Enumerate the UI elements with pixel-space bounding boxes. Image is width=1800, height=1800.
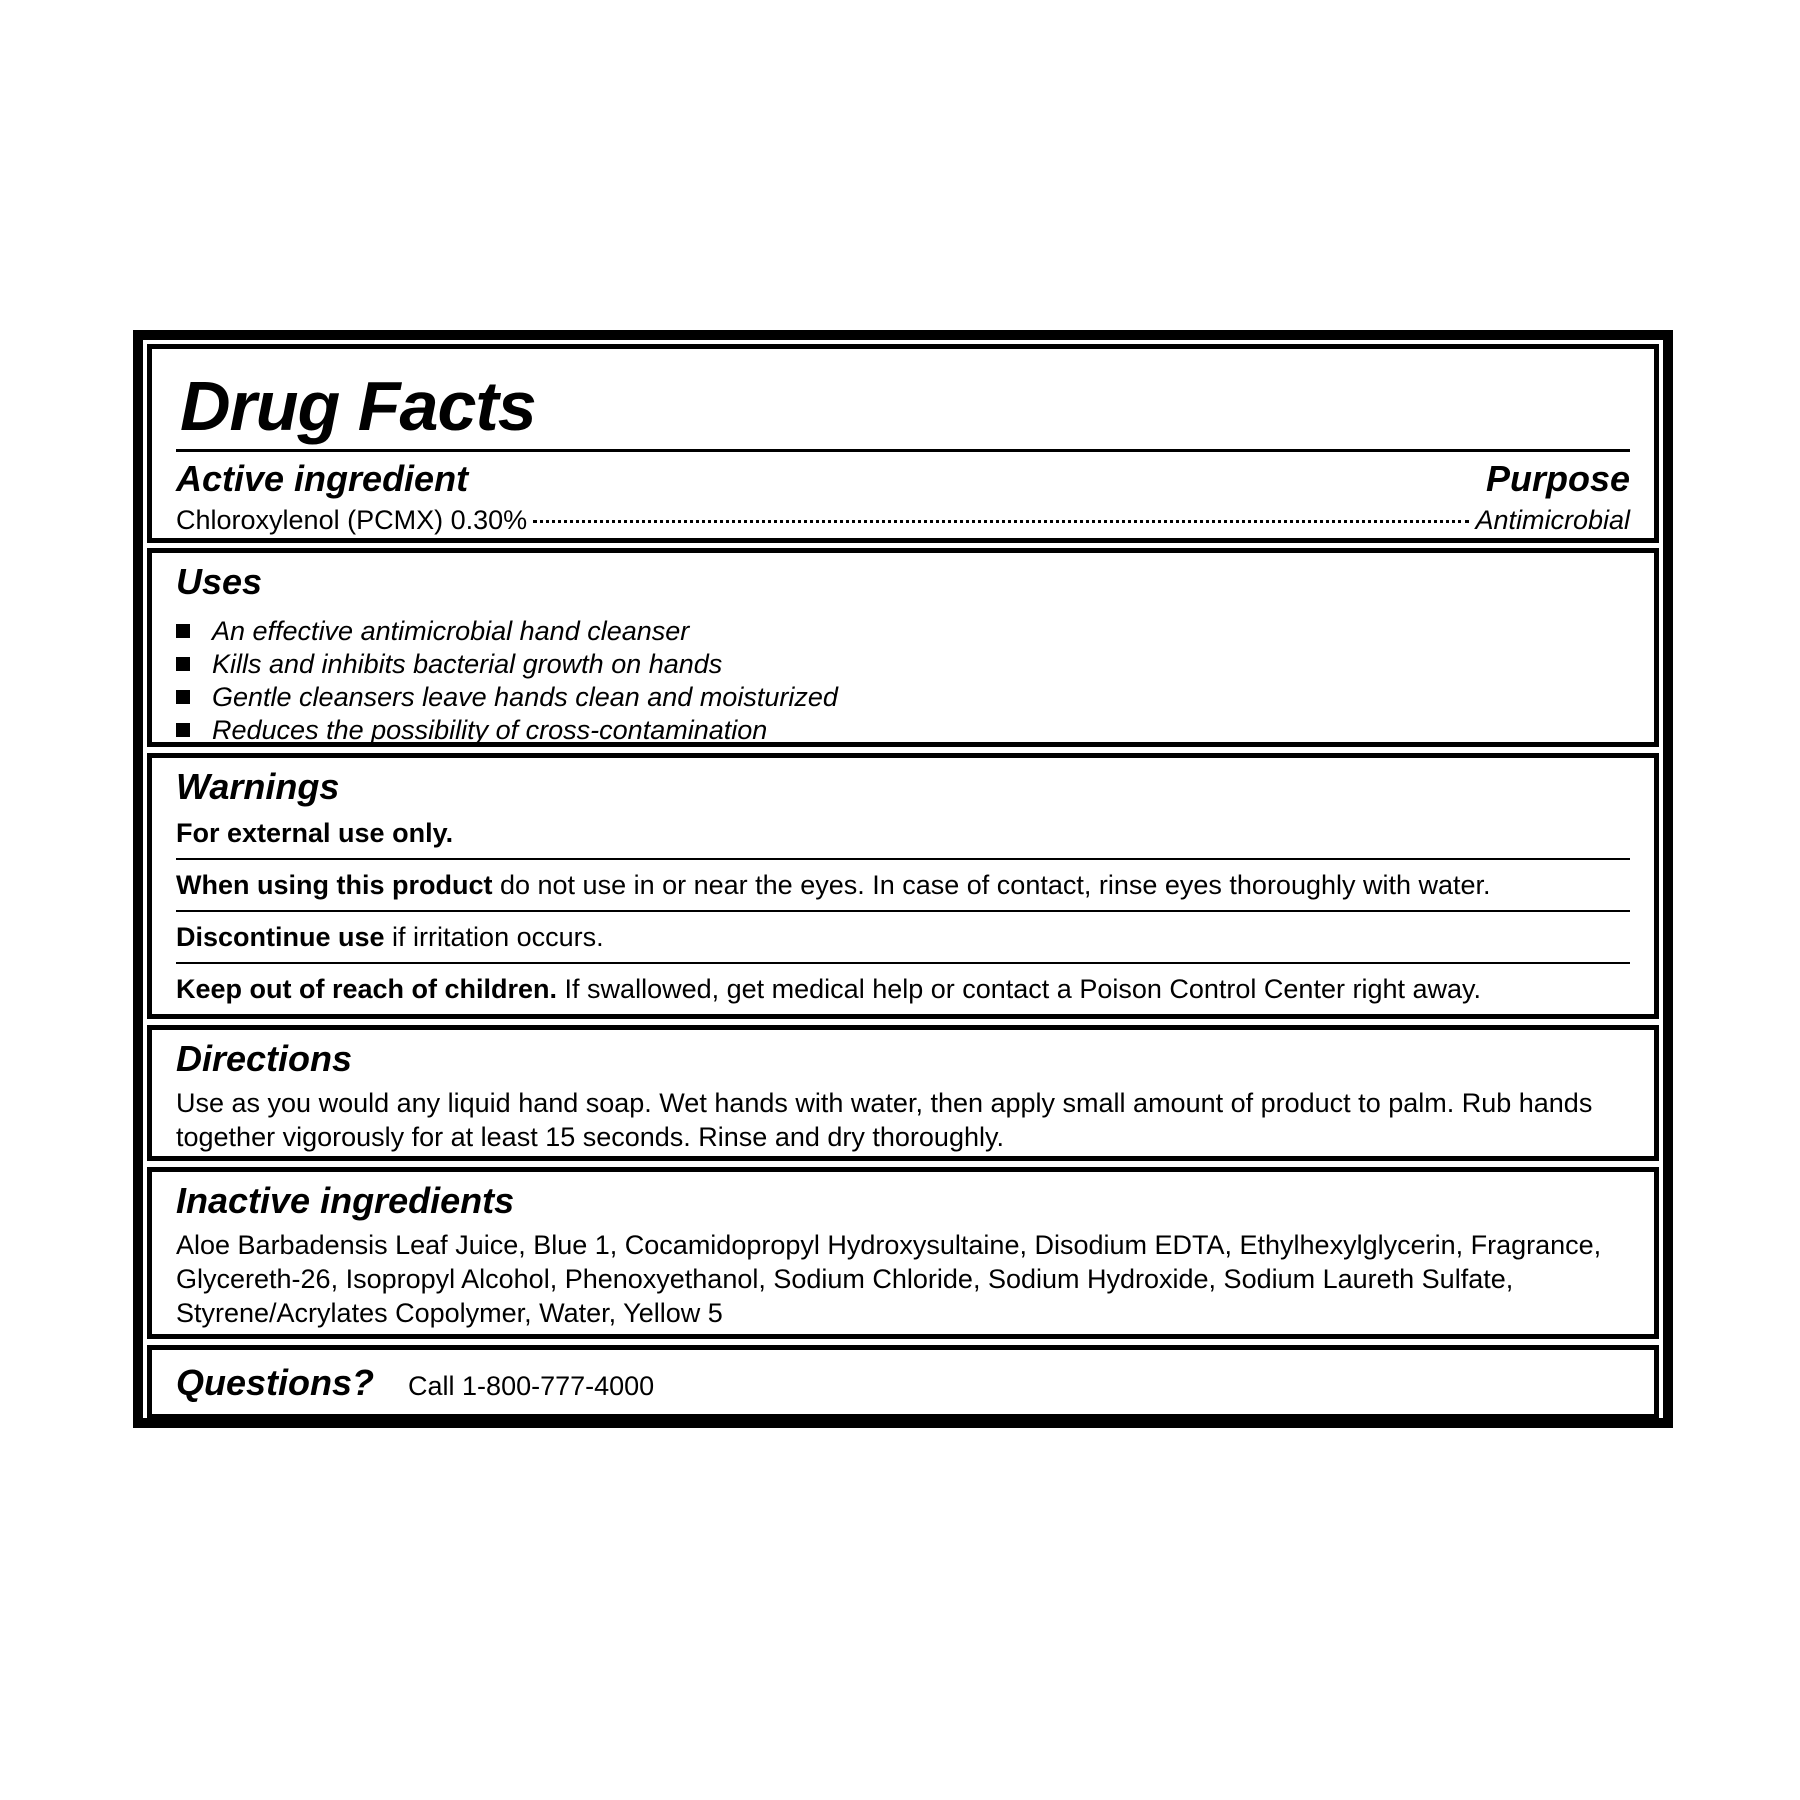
active-ingredient-name: Chloroxylenol (PCMX) 0.30% [176,504,528,535]
bullet-square-icon [176,657,190,671]
directions-heading: Directions [176,1038,353,1079]
questions-phone: Call 1-800-777-4000 [408,1371,655,1401]
active-ingredient-row [176,506,1630,536]
warning-when-using: When using this product do not use in or near the eyes. In case of contact, rinse eyes thoroughly with water. [176,869,1491,900]
inactive-text: Aloe Barbadensis Leaf Juice, Blue 1, Cocamidopropyl Hydroxysultaine, Disodium EDTA, Ethylhexylglycerin, Fragrance, Glycereth-26, Isopropyl Alcohol, Phenoxyethanol, Sodium Chloride, Sodium Hydroxide, Sodium Laureth Sulfate, Styrene/Acrylates Copolymer, Water, Yellow 5 [176,1229,1602,1328]
warning-rule [176,910,1630,912]
uses-panel [147,548,1659,747]
inactive-panel [147,1167,1659,1339]
title-panel [147,344,1659,543]
warning-rule [176,858,1630,860]
list-item: Reduces the possibility of cross-contamination [176,714,1630,747]
warning-rule [176,962,1630,964]
directions-text: Use as you would any liquid hand soap. Wet hands with water, then apply small amount of product to palm. Rub hands together vigorously for at least 15 seconds. Rinse and dry thoroughly. [176,1087,1593,1152]
questions-row [176,1364,1630,1402]
warnings-panel [147,753,1659,1019]
bullet-square-icon [176,624,190,638]
drug-facts-label [133,330,1673,1428]
leader-dots [533,520,1469,523]
warning-external: For external use only. [176,817,454,848]
warning-discontinue: Discontinue use if irritation occurs. [176,921,604,952]
title-rule [176,449,1630,452]
warning-keep-out: Keep out of reach of children. If swallowed, get medical help or contact a Poison Control Center right away. [176,973,1482,1004]
active-ingredient-heading: Active ingredient [176,458,469,499]
uses-heading: Uses [176,561,263,602]
list-item: Gentle cleansers leave hands clean and moisturized [176,681,1630,714]
bullet-square-icon [176,723,190,737]
bullet-square-icon [176,690,190,704]
active-ingredient-purpose: Antimicrobial [1475,504,1630,535]
purpose-heading: Purpose [1485,458,1630,499]
list-item: An effective antimicrobial hand cleanser [176,615,1630,648]
list-item: Kills and inhibits bacterial growth on hands [176,648,1630,681]
questions-heading: Questions? [176,1362,375,1403]
inactive-heading: Inactive ingredients [176,1180,515,1221]
uses-list [176,615,1630,747]
directions-panel [147,1025,1659,1161]
drug-facts-title: Drug Facts [180,367,536,445]
questions-panel [147,1345,1659,1419]
warnings-heading: Warnings [176,766,340,807]
active-header-row [176,460,1630,498]
